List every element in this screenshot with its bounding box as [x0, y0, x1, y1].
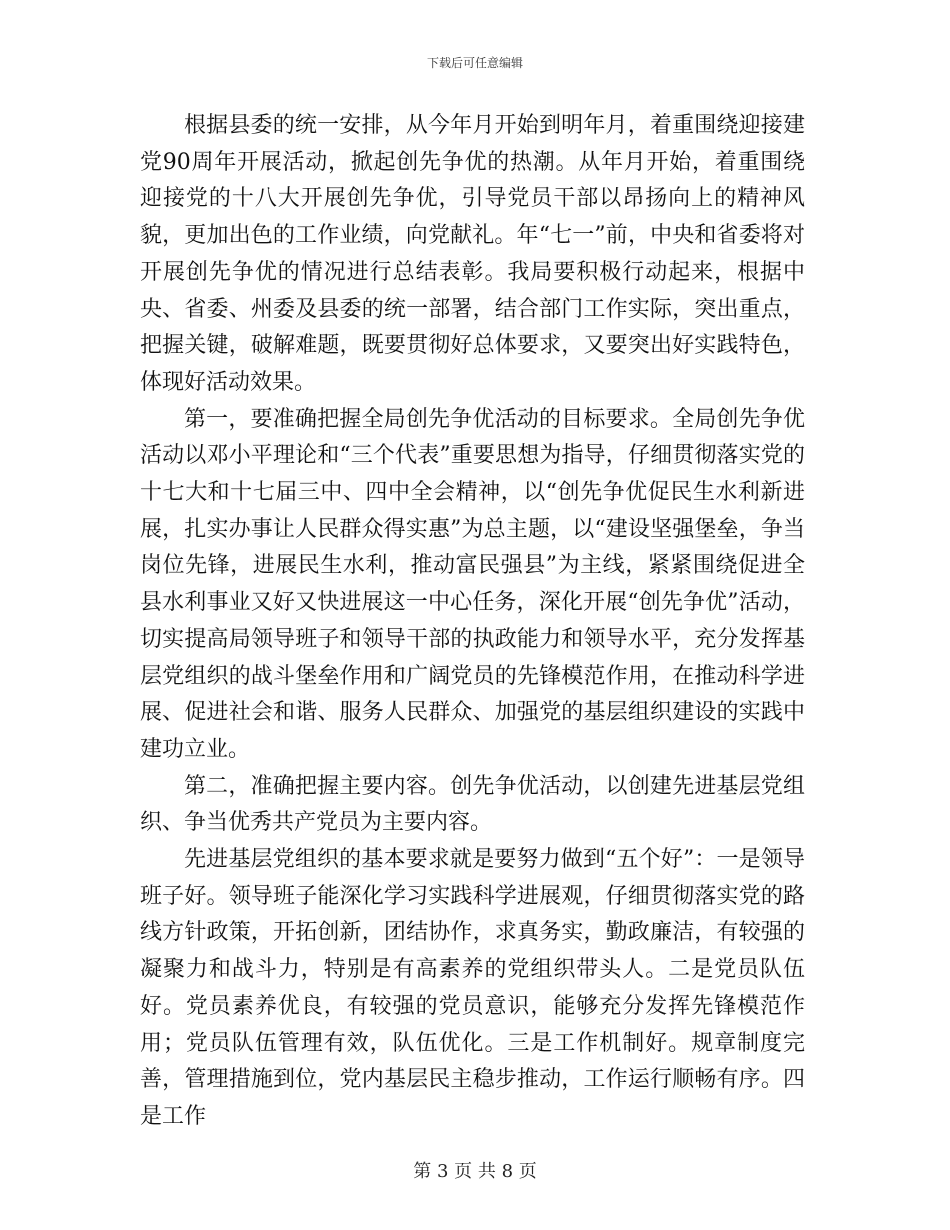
page-label-mid-1: 页	[454, 1161, 473, 1182]
page-label-mid-2: 共	[477, 1161, 496, 1182]
paragraph-first-point: 第一，要准确把握全局创先争优活动的目标要求。全局创先争优活动以邓小平理论和“三个代表”重要思想为指导，仔细贯彻落实党的十七大和十七届三中、四中全会精神，以“创先争优促民生水利新进展，扎实办事让人民群众得实惠”为总主题，以“建设坚强堡垒，争当岗位先锋，进展民生水利，推动富民强县”为主线，紧紧围绕促进全县水利事业又好又快进展这一中心任务，深化开展“创先争优”活动，切实提高局领导班子和领导干部的执政能力和领导水平，充分发挥基层党组织的战斗堡垒作用和广阔党员的先锋模范作用，在推动科学进展、促进社会和谐、服务人民群众、加强党的基层组织建设的实践中建功立业。	[140, 406, 805, 762]
paragraph-second-point: 第二，准确把握主要内容。创先争优活动，以创建先进基层党组织、争当优秀共产党员为主要内容。	[140, 773, 805, 836]
page-current-number: 3	[436, 1161, 449, 1182]
page-label-suffix: 页	[518, 1161, 537, 1182]
page-header-note: 下载后可任意编辑	[426, 56, 523, 70]
page-total-number: 8	[501, 1161, 514, 1182]
page-label-prefix: 第	[413, 1161, 432, 1182]
paragraph-intro: 根据县委的统一安排，从今年月开始到明年月，着重围绕迎接建党90周年开展活动，掀起创先争优的热潮。从年月开始，着重围绕迎接党的十八大开展创先争优，引导党员干部以昂扬向上的精神风貌，更加出色的工作业绩，向党献礼。年“七一”前，中央和省委将对开展创先争优的情况进行总结表彰。我局要积极行动起来，根据中央、省委、州委及县委的统一部署，结合部门工作实际，突出重点，把握关键，破解难题，既要贯彻好总体要求，又要突出好实践特色，体现好活动效果。	[140, 113, 805, 395]
page-footer	[0, 1157, 950, 1183]
paragraph-five-goods: 先进基层党组织的基本要求就是要努力做到“五个好”：一是领导班子好。领导班子能深化学习实践科学进展观，仔细贯彻落实党的路线方针政策，开拓创新，团结协作，求真务实，勤政廉洁，有较强的凝聚力和战斗力，特别是有高素养的党组织带头人。二是党员队伍好。党员素养优良，有较强的党员意识，能够充分发挥先锋模范作用；党员队伍管理有效，队伍优化。三是工作机制好。规章制度完善，管理措施到位，党内基层民主稳步推动，工作运行顺畅有序。四是工作	[140, 847, 805, 1129]
document-body	[140, 108, 805, 1136]
